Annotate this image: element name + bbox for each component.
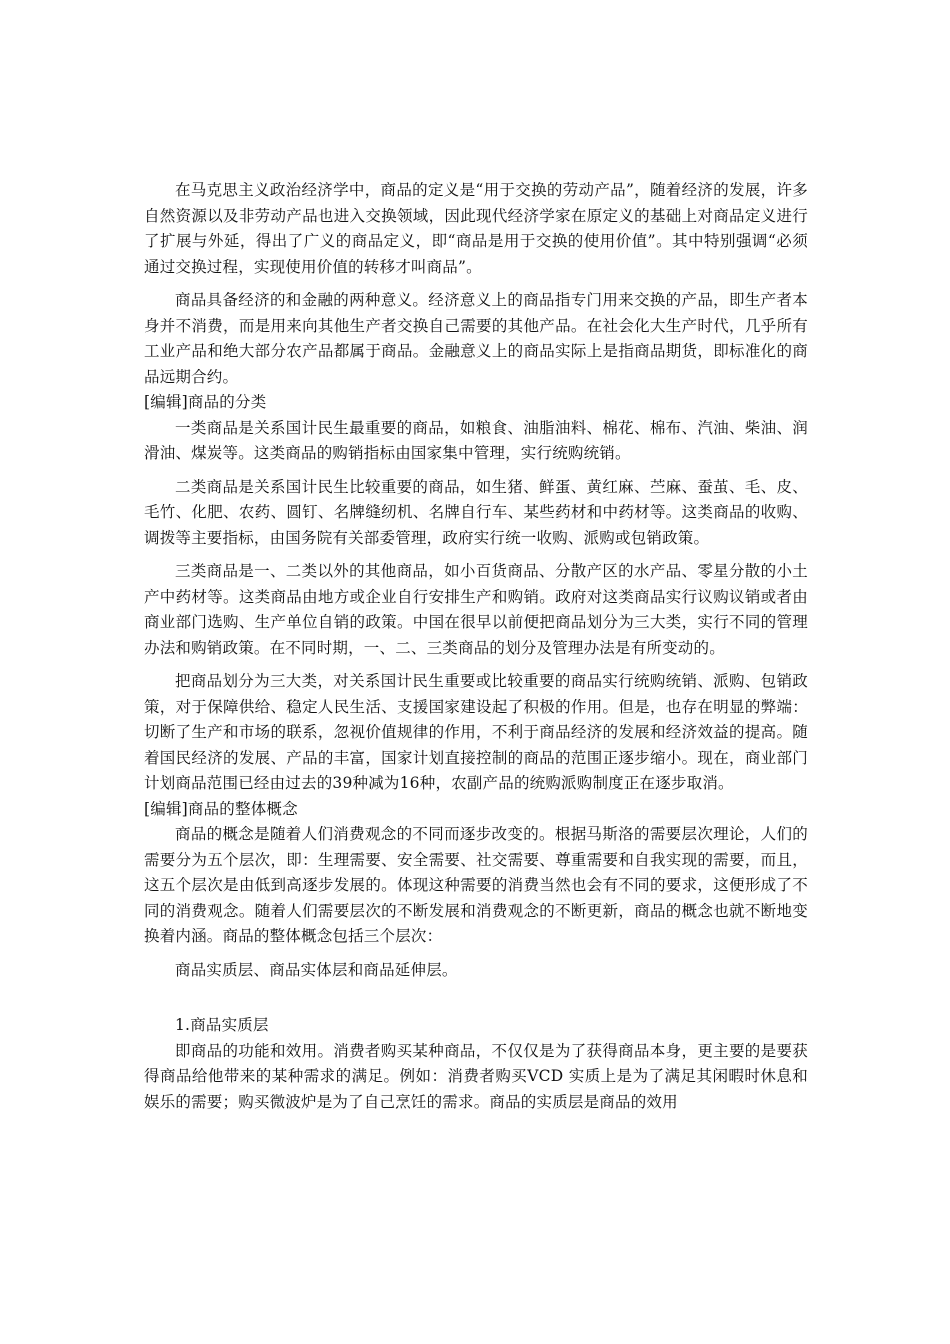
classification-paragraph-1: 一类商品是关系国计民生最重要的商品，如粮食、油脂油料、棉花、棉布、汽油、柴油、润滑油、煤炭等。这类商品的购销指标由国家集中管理，实行统购统销。 — [144, 418, 808, 462]
classification-paragraph-2: 二类商品是关系国计民生比较重要的商品，如生猪、鲜蛋、黄红麻、苎麻、蚕茧、毛、皮、毛竹、化肥、农药、圆钉、名牌缝纫机、名牌自行车、某些药材和中药材等。这类商品的收购、调拨等主要指标，由国务院有关部委管理，政府实行统一收购、派购或包销政策。 — [144, 477, 808, 547]
intro-paragraph-2: 商品具备经济的和金融的两种意义。经济意义上的商品指专门用来交换的产品，即生产者本身并不消费，而是用来向其他生产者交换自己需要的其他产品。在社会化大生产时代，几乎所有工业产品和绝大部分农产品都属于商品。金融意义上的商品实际上是指商品期货，即标准化的商品远期合约。 — [144, 291, 808, 386]
concept-paragraph-2: 商品实质层、商品实体层和商品延伸层。 — [175, 960, 458, 979]
document-page — [144, 178, 808, 1115]
subsection-1-paragraph: 即商品的功能和效用。消费者购买某种商品，不仅仅是为了获得商品本身，更主要的是要获得商品给他带来的某种需求的满足。例如：消费者购买VCD 实质上是为了满足其闲暇时休息和娱乐的需要；购买微波炉是为了自己烹饪的需求。商品的实质层是商品的效用 — [144, 1041, 808, 1111]
section-heading-classification[interactable]: [编辑]商品的分类 — [144, 393, 267, 411]
classification-paragraph-4: 把商品划分为三大类，对关系国计民生重要或比较重要的商品实行统购统销、派购、包销政策，对于保障供给、稳定人民生活、支援国家建设起了积极的作用。但是，也存在明显的弊端：切断了生产和市场的联系，忽视价值规律的作用，不利于商品经济的发展和经济效益的提高。随着国民经济的发展、产品的丰富，国家计划直接控制的商品的范围正逐步缩小。现在，商业部门计划商品范围已经由过去的39种减为16种，农副产品的统购派购制度正在逐步取消。 — [144, 672, 808, 792]
concept-paragraph-1: 商品的概念是随着人们消费观念的不同而逐步改变的。根据马斯洛的需要层次理论，人们的需要分为五个层次，即：生理需要、安全需要、社交需要、尊重需要和自我实现的需要，而且，这五个层次是由低到高逐步发展的。体现这种需要的消费当然也会有不同的要求，这便形成了不同的消费观念。随着人们需要层次的不断发展和消费观念的不断更新，商品的概念也就不断地变换着内涵。商品的整体概念包括三个层次： — [144, 825, 808, 945]
section-heading-concept[interactable]: [编辑]商品的整体概念 — [144, 799, 298, 818]
subsection-title-1: 1.商品实质层 — [175, 1016, 269, 1034]
classification-paragraph-3: 三类商品是一、二类以外的其他商品，如小百货商品、分散产区的水产品、零星分散的小土产中药材等。这类商品由地方或企业自行安排生产和购销。政府对这类商品实行议购议销或者由商业部门选购、生产单位自销的政策。中国在很早以前便把商品划分为三大类，实行不同的管理办法和购销政策。在不同时期，一、二、三类商品的划分及管理办法是有所变动的。 — [144, 562, 808, 657]
intro-paragraph-1: 在马克思主义政治经济学中，商品的定义是“用于交换的劳动产品”，随着经济的发展，许多自然资源以及非劳动产品也进入交换领域，因此现代经济学家在原定义的基础上对商品定义进行了扩展与外延，得出了广义的商品定义，即“商品是用于交换的使用价值”。其中特别强调“必须通过交换过程，实现使用价值的转移才叫商品”。 — [144, 181, 808, 276]
blank-space — [144, 983, 808, 1013]
